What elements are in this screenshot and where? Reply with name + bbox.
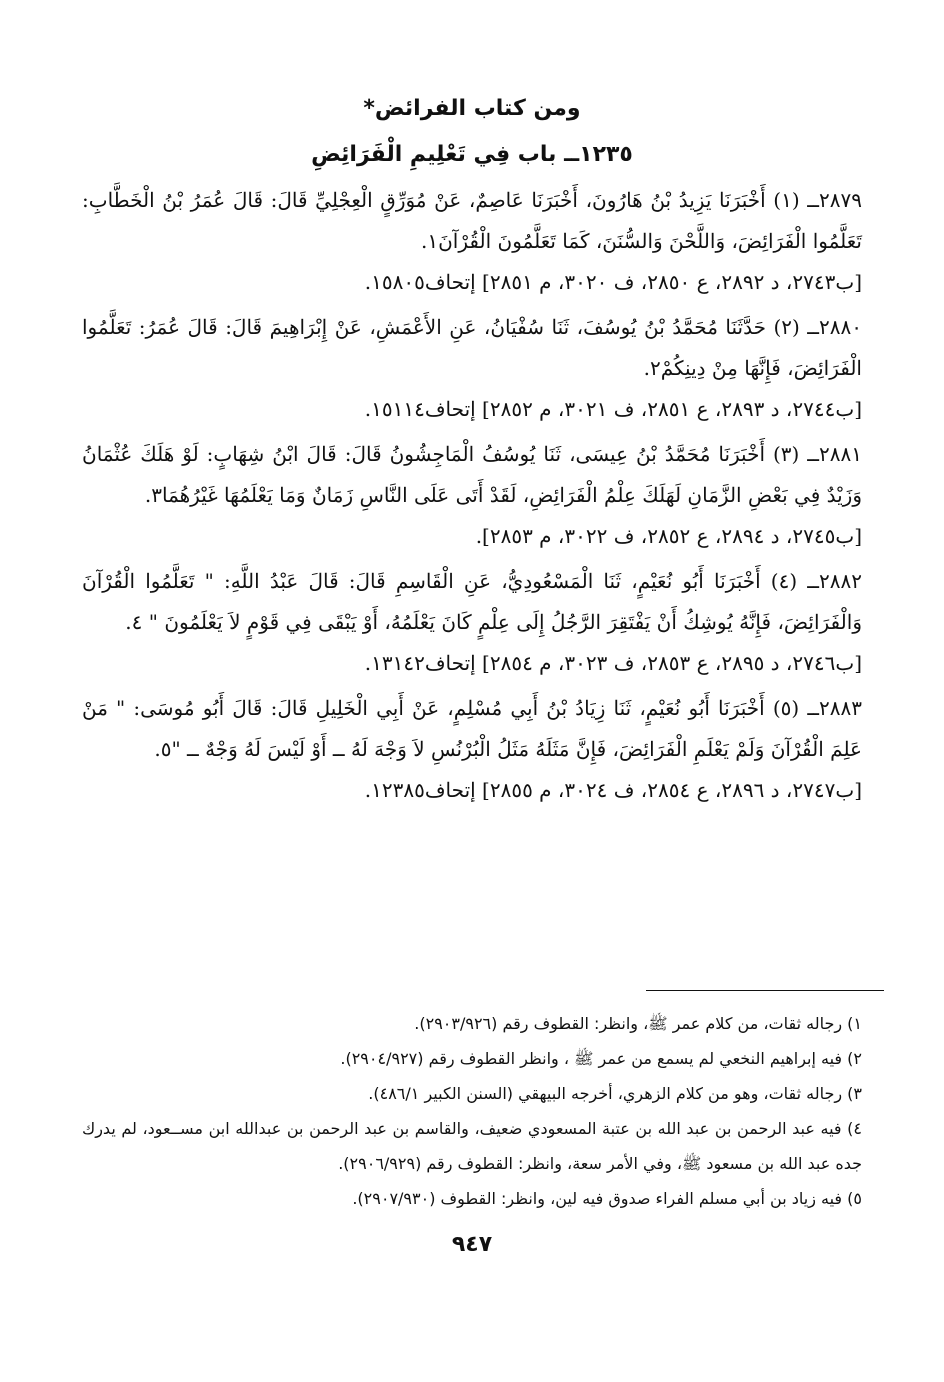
- footnote: ١) رجاله ثقات، من كلام عمر ﷺ، وانظر: القطوف رقم (٢٩٠٣/٩٢٦).: [414, 1014, 862, 1033]
- hadith-entry: [82, 561, 862, 684]
- hadith-entry: [82, 688, 862, 811]
- book-title: ومن كتاب الفرائض*: [363, 96, 581, 121]
- hadith-text: ٢٨٧٩ــ (١) أَخْبَرَنَا يَزِيدُ بْنُ هَارُونَ، أَخْبَرَنَا عَاصِمٌ، عَنْ مُوَرِّقٍ الْعِجْلِيِّ قَالَ: قَالَ عُمَرُ بْنُ الْخَطَّابِ: تَعَلَّمُوا الْفَرَائِضَ، وَاللَّحْنَ وَالسُّنَنَ، كَمَا تَعَلَّمُونَ الْقُرْآنَ١.: [82, 188, 862, 253]
- footnote: ٢) فيه إبراهيم النخعي لم يسمع من عمر ﷺ ، وانظر القطوف رقم (٢٩٠٤/٩٢٧).: [340, 1049, 862, 1068]
- hadith-text: ٢٨٨٠ــ (٢) حَدَّثَنَا مُحَمَّدُ بْنُ يُوسُفَ، ثَنَا سُفْيَانُ، عَنِ الأَعْمَشِ، عَنْ إِبْرَاهِيمَ قَالَ: قَالَ عُمَرُ: تَعَلَّمُوا الْفَرَائِضَ، فَإِنَّهَا مِنْ دِينِكُمْ٢.: [82, 315, 862, 380]
- footnote: ٤) فيه عبد الرحمن بن عبد الله بن عتبة المسعودي ضعيف، والقاسم بن عبد الرحمن بن عبدالله ابن مســعود، لم يدرك جده عبد الله بن مسعود ﷺ، وفي الأمر سعة، وانظر: القطوف رقم (٢٩٠٦/٩٢٩).: [82, 1119, 862, 1173]
- footnotes: [82, 1006, 862, 1216]
- hadith-text: ٢٨٨١ــ (٣) أَخْبَرَنَا مُحَمَّدُ بْنُ عِيسَى، ثَنَا يُوسُفُ الْمَاجِشُونُ قَالَ: قَالَ ابْنُ شِهَابٍ: لَوْ هَلَكَ عُثْمَانُ وَزَيْدٌ فِي بَعْضِ الزَّمَانِ لَهَلَكَ عِلْمُ الْفَرَائِضِ، لَقَدْ أَتَى عَلَى النَّاسِ زَمَانٌ وَمَا يَعْلَمُهَا غَيْرُهُمَا٣.: [82, 442, 862, 507]
- hadith-entry: [82, 180, 862, 303]
- hadith-reference: [ب٢٧٤٣، د ٢٨٩٢، ع ٢٨٥٠، ف ٣٠٢٠، م ٢٨٥١] إتحاف١٥٨٠٥.: [364, 270, 862, 294]
- footnote: ٣) رجاله ثقات، وهو من كلام الزهري، أخرجه البيهقي (السنن الكبير ٤٨٦/١).: [368, 1084, 862, 1103]
- hadith-reference: [ب٢٧٤٤، د ٢٨٩٣، ع ٢٨٥١، ف ٣٠٢١، م ٢٨٥٢] إتحاف١٥١١٤.: [364, 397, 862, 421]
- hadith-reference: [ب٢٧٤٥، د ٢٨٩٤، ع ٢٨٥٢، ف ٣٠٢٢، م ٢٨٥٣].: [475, 524, 862, 548]
- hadith-entry: [82, 307, 862, 430]
- hadith-reference: [ب٢٧٤٦، د ٢٨٩٥، ع ٢٨٥٣، ف ٣٠٢٣، م ٢٨٥٤] إتحاف١٣١٤٢.: [364, 651, 862, 675]
- footnote: ٥) فيه زياد بن أبي مسلم الفراء صدوق فيه لين، وانظر: القطوف (٢٩٠٧/٩٣٠).: [352, 1189, 862, 1208]
- page-number: ٩٤٧: [451, 1232, 493, 1257]
- hadith-reference: [ب٢٧٤٧، د ٢٨٩٦، ع ٢٨٥٤، ف ٣٠٢٤، م ٢٨٥٥] إتحاف١٢٣٨٥.: [364, 778, 862, 802]
- hadith-text: ٢٨٨٢ــ (٤) أَخْبَرَنَا أَبُو نُعَيْمٍ، ثَنَا الْمَسْعُودِيُّ، عَنِ الْقَاسِمِ قَالَ: قَالَ عَبْدُ اللَّهِ: " تَعَلَّمُوا الْقُرْآنَ وَالْفَرَائِضَ، فَإِنَّهُ يُوشِكُ أَنْ يَفْتَقِرَ الرَّجُلُ إِلَى عِلْمٍ كَانَ يَعْلَمُهُ، أَوْ يَبْقَى فِي قَوْمٍ لاَ يَعْلَمُونَ " ٤.: [82, 569, 862, 634]
- hadith-list: [82, 180, 862, 815]
- hadith-entry: [82, 434, 862, 557]
- footnote-separator: [646, 990, 884, 991]
- hadith-text: ٢٨٨٣ــ (٥) أَخْبَرَنَا أَبُو نُعَيْمٍ، ثَنَا زِيَادُ بْنُ أَبِي مُسْلِمٍ، عَنْ أَبِي الْخَلِيلِ قَالَ: قَالَ أَبُو مُوسَى: " مَنْ عَلِمَ الْقُرْآنَ وَلَمْ يَعْلَمِ الْفَرَائِضَ، فَإِنَّ مَثَلَهُ مَثَلُ الْبُرْنُسِ لاَ وَجْهَ لَهُ ــ أَوْ لَيْسَ لَهُ وَجْهٌ ــ "٥.: [82, 696, 863, 761]
- chapter-title: ١٢٣٥ــ باب فِي تَعْلِيمِ الْفَرَائِضِ: [311, 142, 633, 167]
